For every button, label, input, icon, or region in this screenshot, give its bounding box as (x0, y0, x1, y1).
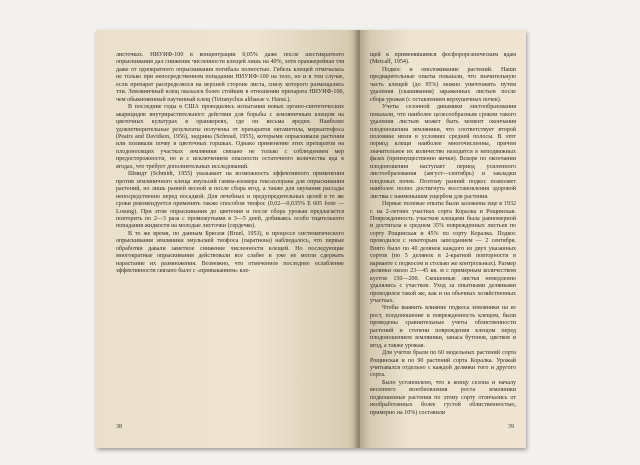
paragraph: В то же время, по данным Брюэля (Bruel, 1953), в процессе систематического опрыскивания земляники эмульсией тиофоса (паратиона) наблюдалось, что первые обработки давали заметное снижение численности клещей. Но последующие многократные опрыскивания действовали все слабее и уже не могли сдержать нарастание их размножения. Возможно, что отмеченное последнее ослабление эффективности связано было с «привыканием» кле- (116, 230, 344, 275)
paragraph: Подкос и омоложивание растений. Наши предварительные опыты показали, что значительную часть клещей (до 95%) можно уничтожить путем удаления (скашивания) зараженных листьев после сбора урожая (с оставлением верхушечных почек). (370, 66, 516, 103)
right-page (360, 30, 526, 448)
paragraph: В последние годы в США проводились испытания новых органо-синтетических акарицидов внутрирастительного действия для борьбы с земляничным клещом на цветочных культурах в оранжереях, где он весьма вреден. Наиболее удовлетворительные результаты получены от препаратов октаметила, меркаптофоса (Peairs and Davidson, 1956), эндрина (Schread, 1955), которыми опрыскивали растения или поливали почву в цветочных горшках. Однако применение этих препаратов на плодоносящих участках земляники связано не только с соблюдением мер предосторожности, но и с исключением опасности остаточного количества яда в ягодах, что требует дополнительных исследований. (116, 104, 344, 170)
paragraph: Чтобы выявить влияние подкоса земляники на ее рост, плодоношение и поврежденность клещом, были проведены сравнительные учеты облиственности растений и степени повреждения клещом перед плодоношением земляники, запаса бутонов, цветков и ягод, а также урожая. (370, 305, 516, 349)
left-page-text (116, 52, 344, 276)
right-page-text (370, 52, 516, 417)
paragraph: Для учетов брали по 60 модельных растений сорта Рощинская и по 90 растений сорта Коралка. Урожай учитывался отдельно с каждой делянки того и другого сорта. (370, 350, 516, 379)
paragraph: щей к применявшимся фосфорорганическим ядам (Metcalf, 1954). (370, 52, 516, 66)
left-page (96, 30, 358, 448)
page-number: 39 (508, 424, 514, 430)
paragraph: Шмидт (Schmidt, 1955) указывает на возможность эффективного применения против земляничного клеща эмульсий гамма-изомера гексахлорана для опрыскивания растений, но лишь ранней весной и после сбора ягод, а также для окунания рассады непосредственно перед посадкой. Для лечебных и предупредительных целей в те же сроки рекомендуется применять также способом тиофос (0,02—0,035% E 605 forte — Losung). При этом опрыскивания до цветения и после сбора урожая предлагается повторить по 2—3 раза с промежутками в 3—5 дней, добиваясь особо тщательного попадания жидкости на молодые листочки (сердечко). (116, 171, 344, 230)
page-number: 38 (116, 424, 122, 430)
paragraph: Первые полевые опыты были заложены еще в 1932 г. на 2-летних участках сорта Коралка и Рощинская. Поврежденность участков клещами была равномерной и достигала в среднем 35% поврежденных листьев по сорту Рощинская и 45% по сорту Коралка. Подкос проводился с некоторым запозданием — 2 сентября. Взято было по 40 делянок каждого из двух указанных сортов (по 5 делянок в 2-кратной повторности в варианте с подкосом и столько же контрольных). Размер делянки около 23—45 кв. м с примерным количеством кустов 150—200. Скошенные листья немедленно удалялись с участков. Уход за опытными делянками проводился такой же, как и на обычных хозяйственных участках. (370, 201, 516, 304)
paragraph: листочках. НИУИФ-100 в концентрации 0,05% даже после шестикратного опрыскивания дал снижение численности клещей лишь на 40%, хотя оранжерейная тля даже от однократного опрыскивания погибала полностью. Гибель клещей отмечалась не только при непосредственном попадании НИУИФ-100 на тело, но и в том случае, если препарат распределялся на верхней стороне листа, снизу которого размещались тли. Земляничный клещ оказался более стойким в отношении препарата НИУИФ-100, чем обыкновенный паутинный клещ (Tetranychus althaeae v. Hanst.). (116, 52, 344, 103)
paragraph: Учеты сезонной динамики листообразования показали, что наиболее целесообразным сроком такого удаления листьев может быть момент окончания плодоношения земляники, что соответствует второй половине июля в условиях средней полосы. В этот период клещи наиболее многочисленны, причем значительное их количество находится в неподвижных фазах (преимущественно яички). Вскоре по окончании плодоношения наступает период усиленного листообразования (август—сентябрь) и закладки плодовых почек. Поэтому ранний подкос позволяет наиболее полно достигнуть восстановления здоровой листвы с наименьшим ущербом для растения. (370, 104, 516, 200)
paragraph: Было установлено, что к концу сезона и началу весеннего возобновления роста земляники подкошенные растения по этому сорту отличались от необработанных более густой облиственностью, примерно на 10%) составили (370, 379, 516, 416)
